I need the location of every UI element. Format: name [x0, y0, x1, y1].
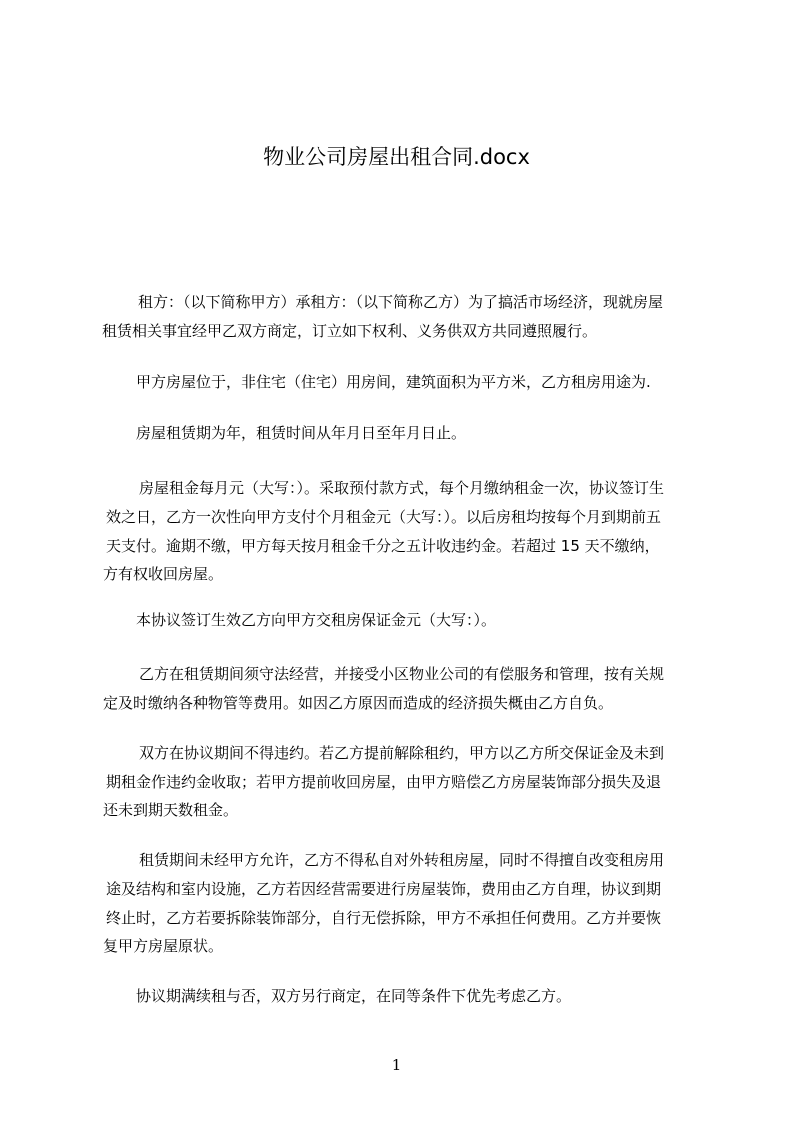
paragraph-term	[0, 418, 793, 448]
page-number: 1	[391, 1056, 402, 1074]
paragraph-line: 期租金作违约金收取；若甲方提前收回房屋，由甲方赔偿乙方房屋装饰部分损失及退	[106, 773, 662, 791]
paragraph-conduct	[0, 659, 793, 712]
paragraph-parties	[0, 287, 793, 340]
paragraph-renewal	[0, 981, 793, 1011]
paragraph-line: 租方：（以下简称甲方）承租方：（以下简称乙方）为了搞活市场经济，现就房屋	[138, 293, 664, 311]
paragraph-line: 复甲方房屋原状。	[103, 937, 224, 955]
paragraph-line: 房屋租金每月元（大写：）。采取预付款方式，每个月缴纳租金一次，协议签订生	[139, 479, 665, 497]
paragraph-breach	[0, 738, 793, 819]
paragraph-line: 协议期满续租与否，双方另行商定，在同等条件下优先考虑乙方。	[136, 987, 572, 1005]
paragraph-line: 终止时，乙方若要拆除装饰部分，自行无偿拆除，甲方不承担任何费用。乙方并要恢	[106, 909, 662, 927]
paragraph-line: 定及时缴纳各种物管等费用。如因乙方原因而造成的经济损失概由乙方自负。	[103, 694, 614, 712]
paragraph-line: 双方在协议期间不得违约。若乙方提前解除租约，甲方以乙方所交保证金及未到	[139, 744, 665, 762]
paragraph-line: 租赁期间未经甲方允许，乙方不得私自对外转租房屋，同时不得擅自改变租房用	[139, 851, 665, 869]
paragraph-line: 方有权收回房屋。	[103, 565, 224, 583]
paragraph-line: 天支付。逾期不缴，甲方每天按月租金千分之五计收违约金。若超过 15 天不缴纳，	[106, 537, 660, 555]
document-title: 物业公司房屋出租合同.docx	[263, 145, 530, 169]
paragraph-sublease	[0, 845, 793, 955]
paragraph-line: 租赁相关事宜经甲乙双方商定，订立如下权利、义务供双方共同遵照履行。	[102, 322, 598, 340]
paragraph-line: 效之日，乙方一次性向甲方支付个月租金元（大写：）。以后房租均按每个月到期前五	[106, 508, 662, 526]
paragraph-rent	[0, 473, 793, 583]
paragraph-line: 还未到期天数租金。	[103, 801, 239, 819]
paragraph-line: 本协议签订生效乙方向甲方交租房保证金元（大写：）。	[136, 611, 497, 629]
paragraph-line: 甲方房屋位于，非住宅（住宅）用房间，建筑面积为平方米，乙方租房用途为.	[136, 373, 651, 391]
paragraph-line: 途及结构和室内设施，乙方若因经营需要进行房屋装饰，费用由乙方自理，协议到期	[106, 880, 662, 898]
paragraph-line: 乙方在租赁期间须守法经营，并接受小区物业公司的有偿服务和管理，按有关规	[139, 665, 665, 683]
paragraph-line: 房屋租赁期为年，租赁时间从年月日至年月日止。	[136, 424, 467, 442]
paragraph-premises	[0, 367, 793, 397]
paragraph-deposit	[0, 605, 793, 635]
